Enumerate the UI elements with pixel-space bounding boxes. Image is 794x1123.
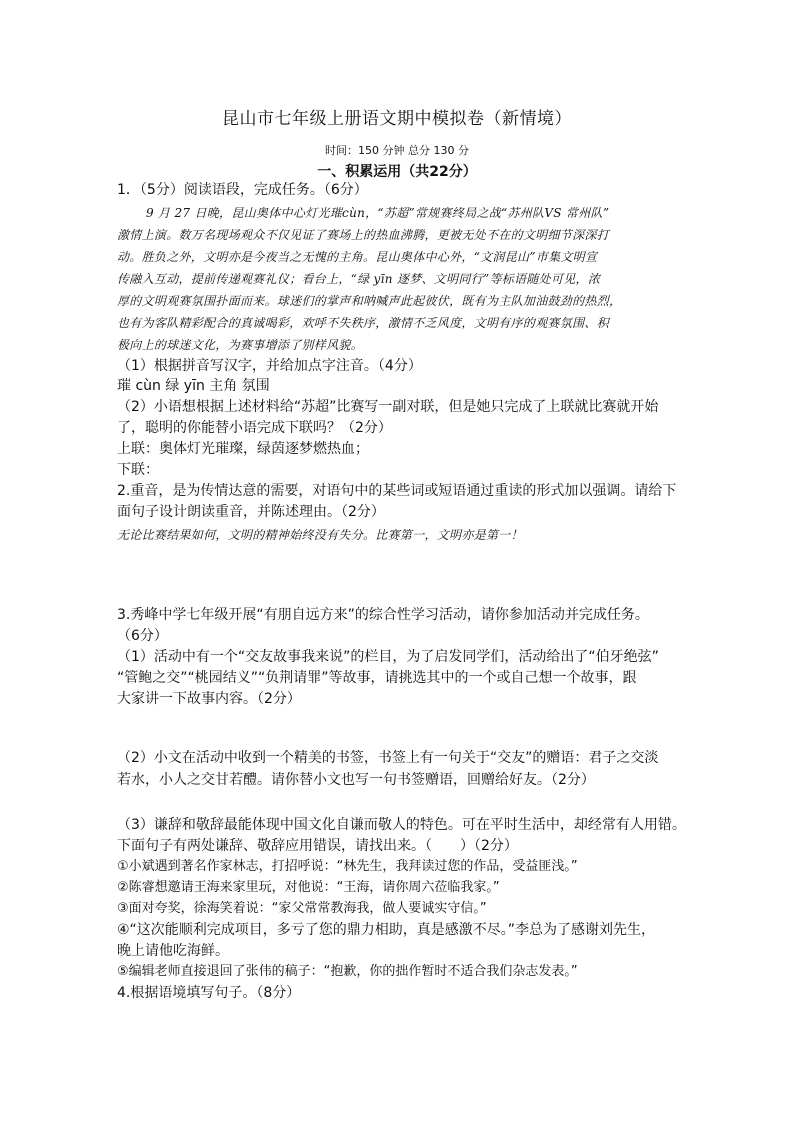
q2-line: 2.重音，是为传情达意的需要，对语句中的某些词或短语通过重读的形式加以强调。请给下	[117, 483, 677, 499]
q1-sub2: 了，聪明的你能替小语完成下联吗？（2分）	[117, 420, 392, 436]
q2-line: 面句子设计朗读重音，并陈述理由。（2分）	[117, 504, 385, 520]
q1-heading: 1．（5分）阅读语段，完成任务。（6分）	[117, 182, 368, 198]
q1-passage-line: 9 月 27 日晚，昆山奥体中心灯光璀cùn，“苏超”常规赛终局之战“苏州队VS 常州队”	[146, 206, 610, 220]
q3-sub1: “管鲍之交”“桃园结义”“负荆请罪”等故事，请挑选其中的一个或自己想一个故事，跟	[117, 670, 637, 686]
q1-passage-line: 也有为客队精彩配合的真诚喝彩，欢呼不失秩序，激情不乏风度，文明有序的观赛氛围、积	[117, 316, 610, 330]
q3-option: 晚上请他吃海鲜。	[117, 943, 229, 959]
q3-option: ③面对夸奖，徐海笑着说：“家父常常教海我，做人要诚实守信。”	[117, 901, 487, 916]
q4-line: 4.根据语境填写句子。（8分）	[117, 985, 301, 1001]
q3-line: 3.秀峰中学七年级开展“有朋自远方来”的综合性学习活动，请你参加活动并完成任务。	[117, 607, 649, 623]
q3-sub3: （3）谦辞和敬辞最能体现中国文化自谦而敬人的特色。可在平时生活中，却经常有人用错。	[117, 817, 686, 833]
q3-sub2: 若水，小人之交甘若醴。请你替小文也写一句书签赠语，回赠给好友。（2分）	[117, 772, 595, 788]
q3-option: ②陈睿想邀请王海来家里玩，对他说：“王海，请你周六莅临我家。”	[117, 880, 500, 895]
q1-sub2: （2）小语想根据上述材料给“苏超”比赛写一副对联，但是她只完成了上联就比赛就开始	[117, 399, 659, 415]
q3-line: （6分）	[117, 628, 168, 644]
q3-sub1: （1）活动中有一个“交友故事我来说”的栏目，为了启发同学们，活动给出了“伯牙绝弦”	[117, 649, 659, 665]
q3-sub2: （2）小文在活动中收到一个精美的书签，书签上有一句关于“交友”的赠语：君子之交淡	[117, 750, 659, 766]
q2-sentence: 无论比赛结果如何，文明的精神始终没有失分。比赛第一，文明亦是第一！	[117, 528, 523, 542]
q1-passage-line: 极向上的球迷文化，为赛事增添了别样风貌。	[117, 338, 364, 352]
q1-sub1: （1）根据拼音写汉字，并给加点字注音。（4分）	[117, 358, 422, 374]
q3-sub3: 下面句子有两处谦辞、敬辞应用错误，请找出来。（ ）（2分）	[117, 838, 518, 854]
q1-passage-line: 厚的文明观赛氛围扑面而来。球迷们的掌声和呐喊声此起彼伏，既有为主队加油鼓劲的热烈，	[117, 294, 622, 308]
q3-option: ⑤编辑老师直接退回了张伟的稿子：“抱歉，你的拙作暂时不适合我们杂志发表。”	[117, 964, 578, 979]
q3-option: ④“这次能顺利完成项目，多亏了您的鼎力相助，真是感激不尽。”李总为了感谢刘先生，	[117, 922, 656, 938]
time-info: 时间：150 分钟 总分 130 分	[325, 144, 469, 157]
q1-passage-line: 传融入互动，提前传递观赛礼仪；看台上，“绿 yīn 逐梦、文明同行”等标语随处可见，浓	[117, 272, 601, 286]
q3-sub1: 大家讲一下故事内容。（2分）	[117, 691, 301, 707]
exam-title: 昆山市七年级上册语文期中模拟卷（新情境）	[222, 109, 572, 129]
q1-passage-line: 动。胜负之外，文明亦是今夜当之无愧的主角。昆山奥体中心外，“文润昆山”市集文明宣	[117, 250, 598, 264]
q3-option: ①小斌遇到著名作家林志，打招呼说：“林先生，我拜读过您的作品，受益匪浅。”	[117, 859, 578, 874]
couplet-lower: 下联：	[117, 462, 159, 478]
couplet-upper: 上联：奥体灯光璀璨，绿茵逐梦燃热血；	[117, 441, 369, 457]
q1-sub1-words: 璀 cùn 绿 yīn 主角 氛围	[117, 378, 270, 394]
q1-passage-line: 激情上演。数万名现场观众不仅见证了赛场上的热血沸腾，更被无处不在的文明细节深深打	[117, 228, 610, 242]
section-heading: 一、积累运用（共22分）	[317, 164, 477, 180]
